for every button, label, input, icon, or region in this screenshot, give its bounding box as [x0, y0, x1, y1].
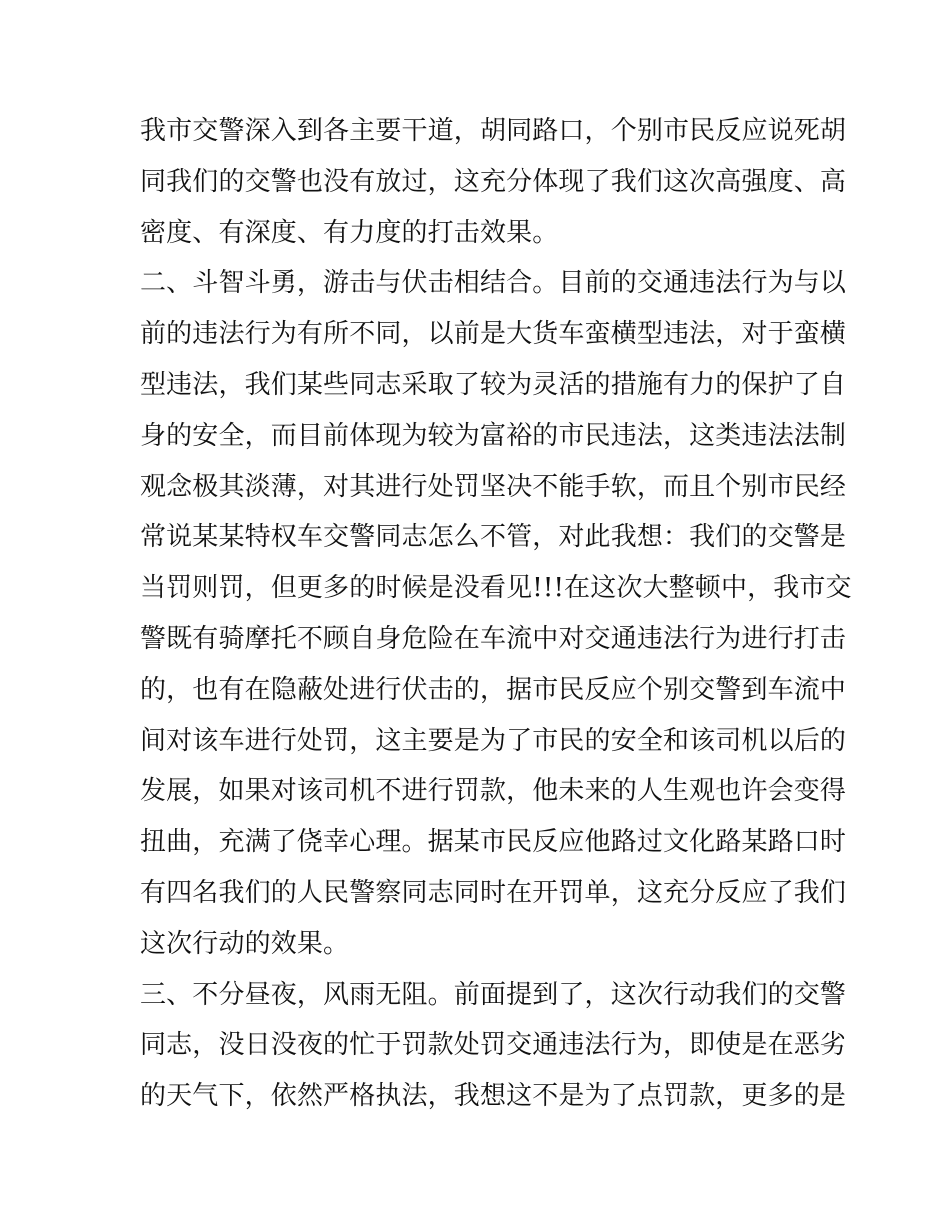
text-line: 发展，如果对该司机不进行罚款，他未来的人生观也许会变得	[140, 776, 847, 807]
text-line: 有四名我们的人民警察同志同时在开罚单，这充分反应了我们	[140, 877, 847, 908]
text-line: 密度、有深度、有力度的打击效果。	[140, 217, 559, 248]
text-line: 警既有骑摩托不顾自身危险在车流中对交通违法行为进行打击	[140, 623, 847, 654]
text-line: 的天气下，依然严格执法，我想这不是为了点罚款，更多的是	[140, 1081, 847, 1112]
text-line: 间对该车进行处罚，这主要是为了市民的安全和该司机以后的	[140, 725, 847, 756]
text-line: 前的违法行为有所不同，以前是大货车蛮横型违法，对于蛮横	[140, 319, 847, 350]
text-line: 同志，没日没夜的忙于罚款处罚交通违法行为，即使是在恶劣	[140, 1030, 847, 1061]
text-line: 型违法，我们某些同志采取了较为灵活的措施有力的保护了自	[140, 369, 847, 400]
text-line: 同我们的交警也没有放过，这充分体现了我们这次高强度、高	[140, 166, 847, 197]
text-line: 这次行动的效果。	[140, 928, 350, 959]
text-line: 常说某某特权车交警同志怎么不管，对此我想：我们的交警是	[140, 522, 847, 553]
text-line: 当罚则罚，但更多的时候是没看见!!!在这次大整顿中，我市交	[140, 573, 852, 604]
text-line: 三、不分昼夜，风雨无阻。前面提到了，这次行动我们的交警	[140, 979, 847, 1010]
text-line: 扭曲，充满了侥幸心理。据某市民反应他路过文化路某路口时	[140, 827, 847, 858]
text-line: 二、斗智斗勇，游击与伏击相结合。目前的交通违法行为与以	[140, 268, 847, 299]
body-text	[140, 106, 852, 1122]
text-line: 身的安全，而目前体现为较为富裕的市民违法，这类违法法制	[140, 420, 847, 451]
text-line: 的，也有在隐蔽处进行伏击的，据市民反应个别交警到车流中	[140, 674, 847, 705]
text-line: 我市交警深入到各主要干道，胡同路口，个别市民反应说死胡	[140, 116, 847, 146]
text-line: 观念极其淡薄，对其进行处罚坚决不能手软，而且个别市民经	[140, 471, 847, 502]
